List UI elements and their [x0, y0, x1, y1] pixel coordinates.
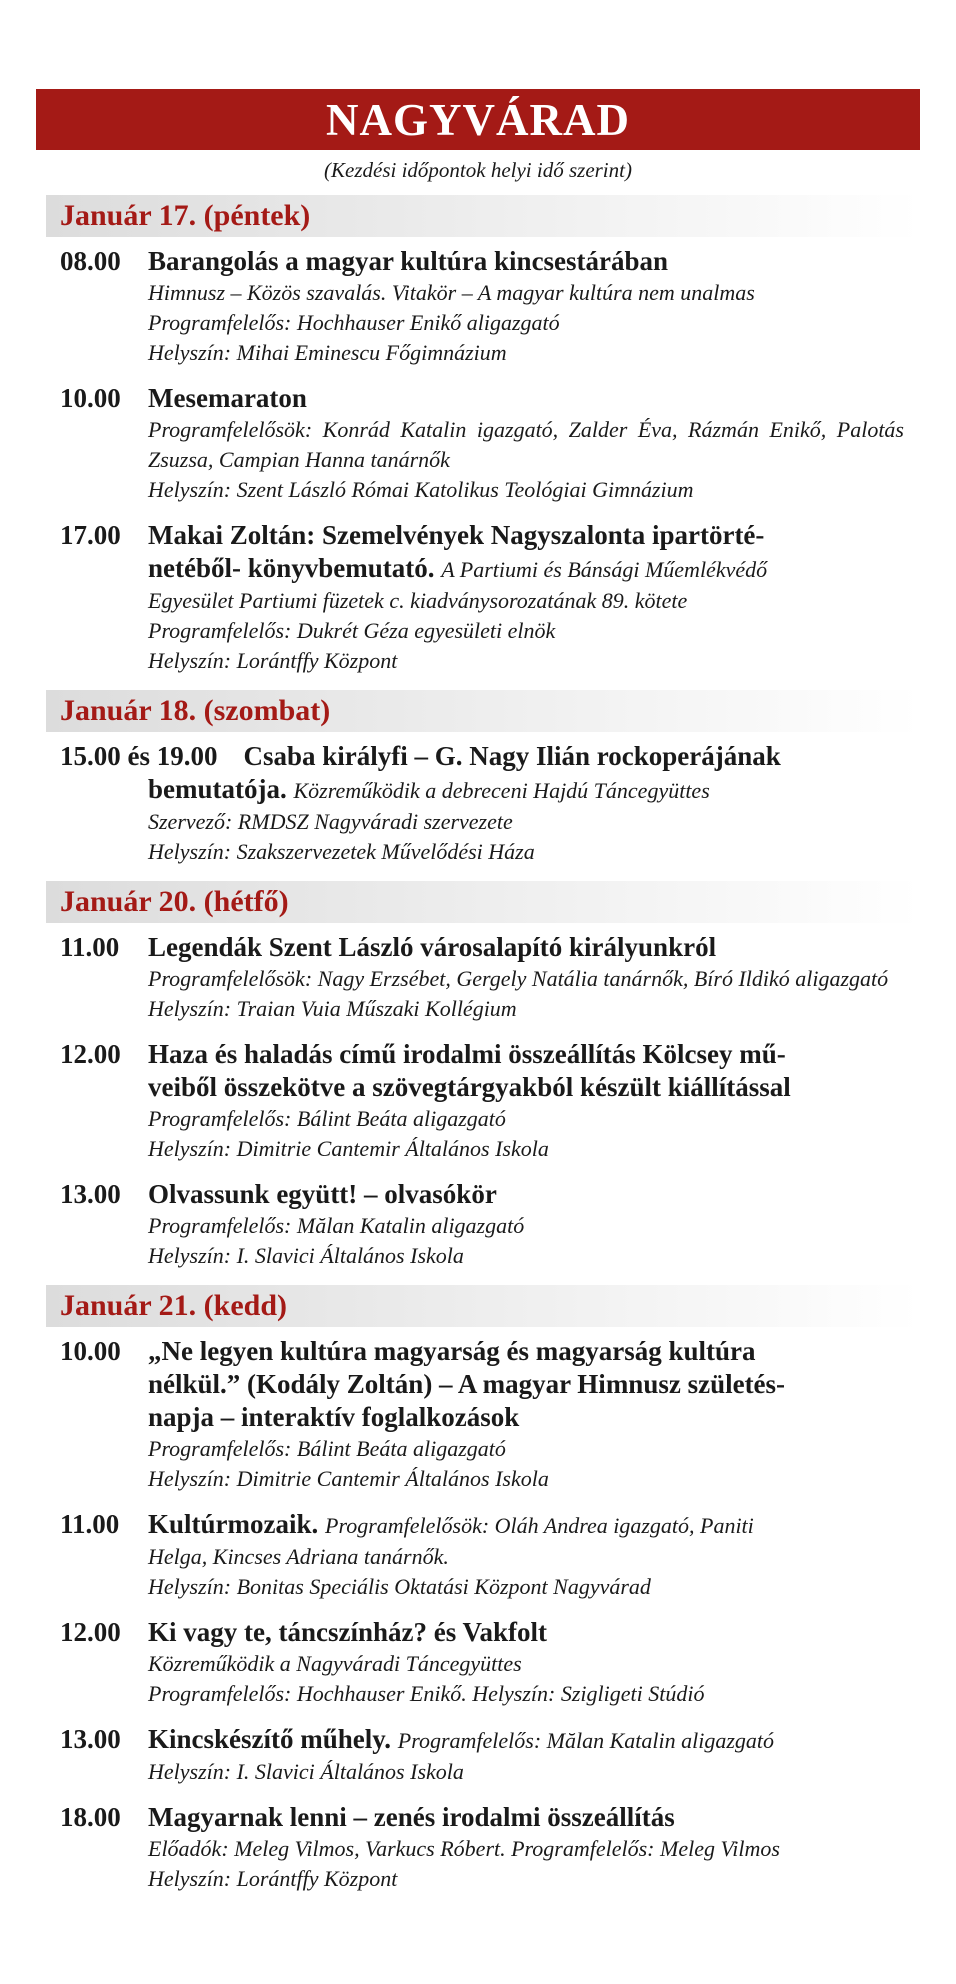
event-detail: Helyszín: Dimitrie Cantemir Általános Iskola [148, 1466, 549, 1491]
event-title-row [60, 245, 904, 278]
event-description: A Partiumi és Bánsági Műemlékvédő [441, 557, 768, 582]
event-item [60, 740, 904, 867]
event-title: Kincskészítő műhely. Programfelelős: Mălan Katalin aligazgató [148, 1724, 774, 1754]
day-heading: Január 17. (péntek) [46, 195, 920, 237]
event-title-row [60, 1038, 904, 1071]
event-title: Olvassunk együtt! – olvasókör [148, 1179, 497, 1209]
event-detail: Helyszín: I. Slavici Általános Iskola [148, 1243, 464, 1268]
event-detail: Közreműködik a Nagyváradi Táncegyüttes [148, 1651, 522, 1676]
event-title-row [60, 1616, 904, 1649]
event-time: 13.00 [60, 1179, 121, 1209]
event-title: Legendák Szent László városalapító királyunkról [148, 932, 717, 962]
event-title-continued: nélkül.” (Kodály Zoltán) – A magyar Himnusz születés- [148, 1369, 786, 1399]
event-item [60, 245, 904, 368]
event-time: 10.00 [60, 383, 121, 413]
event-detail: Programfelelős: Mălan Katalin aligazgató [148, 1213, 525, 1238]
event-detail: Helyszín: Traian Vuia Műszaki Kollégium [148, 996, 517, 1021]
event-title-row [60, 382, 904, 415]
event-title-row [60, 1335, 904, 1368]
day-heading: Január 21. (kedd) [46, 1285, 920, 1327]
event-time: 08.00 [60, 246, 121, 276]
event-time: 10.00 [60, 1336, 121, 1366]
event-item [60, 1723, 904, 1787]
event-title-continued: napja – interaktív foglalkozások [148, 1402, 520, 1432]
day-heading: Január 20. (hétfő) [46, 881, 920, 923]
event-time: 12.00 [60, 1617, 121, 1647]
day-section [0, 195, 956, 676]
event-title-row [60, 931, 904, 964]
event-item [60, 1335, 904, 1494]
page-title-bar [36, 89, 920, 150]
event-detail: Helyszín: Mihai Eminescu Főgimnázium [148, 340, 507, 365]
event-title-row [60, 519, 904, 552]
page-title: NAGYVÁRAD [326, 94, 630, 145]
event-detail: Programfelelős: Hochhauser Enikő aligazgató [148, 310, 560, 335]
day-section [0, 1285, 956, 1894]
event-time: 12.00 [60, 1039, 121, 1069]
event-detail: Programfelelősök: Nagy Erzsébet, Gergely Natália tanárnők, Bíró Ildikó aligazgató [148, 966, 889, 991]
event-title: Mesemaraton [148, 383, 307, 413]
event-description: Programfelelős: Mălan Katalin aligazgató [397, 1728, 774, 1753]
event-item [60, 1038, 904, 1164]
event-detail: Programfelelősök: Konrád Katalin igazgató, Zalder Éva, Rázmán Enikő, Palotás Zsuzsa, Campian Hanna tanárnők [148, 417, 904, 472]
event-detail: Helyszín: Szent László Római Katolikus Teológiai Gimnázium [148, 477, 694, 502]
event-title: Ki vagy te, táncszínház? és Vakfolt [148, 1617, 548, 1647]
event-item [60, 931, 904, 1024]
event-title-continued: netéből- könyvbemutató. A Partiumi és Bánsági Műemlékvédő [148, 553, 768, 583]
event-item [60, 1801, 904, 1894]
event-detail: Programfelelős: Bálint Beáta aligazgató [148, 1436, 506, 1461]
event-title-continued: bemutatója. Közreműködik a debreceni Hajdú Táncegyüttes [148, 774, 710, 804]
day-section [0, 881, 956, 1271]
event-detail: Himnusz – Közös szavalás. Vitakör – A magyar kultúra nem unalmas [148, 280, 755, 305]
event-title: Csaba királyfi – G. Nagy Ilián rockoperájának [243, 741, 781, 771]
event-detail: Helyszín: Bonitas Speciális Oktatási Központ Nagyvárad [148, 1574, 651, 1599]
event-item [60, 519, 904, 676]
event-title: Magyarnak lenni – zenés irodalmi összeállítás [148, 1802, 675, 1832]
day-heading: Január 18. (szombat) [46, 690, 920, 732]
event-description: Programfelelősök: Oláh Andrea igazgató, Paniti [325, 1513, 754, 1538]
event-time: 11.00 [60, 1509, 120, 1539]
event-item [60, 1178, 904, 1271]
event-detail: Helyszín: Szakszervezetek Művelődési Háza [148, 839, 535, 864]
event-detail: Programfelelős: Dukrét Géza egyesületi elnök [148, 618, 556, 643]
event-title-row [60, 1801, 904, 1834]
event-title: „Ne legyen kultúra magyarság és magyarság kultúra [148, 1336, 756, 1366]
schedule [0, 195, 956, 1908]
event-detail: Programfelelős: Bálint Beáta aligazgató [148, 1106, 506, 1131]
event-detail: Helga, Kincses Adriana tanárnők. [148, 1544, 449, 1569]
event-detail: Helyszín: Lorántffy Központ [148, 1866, 398, 1891]
event-title: Haza és haladás című irodalmi összeállítás Kölcsey mű- [148, 1039, 786, 1069]
event-time: 17.00 [60, 520, 121, 550]
event-detail: Programfelelős: Hochhauser Enikő. Helyszín: Szigligeti Stúdió [148, 1681, 705, 1706]
event-title-row [60, 1723, 904, 1757]
page-subtitle: (Kezdési időpontok helyi idő szerint) [324, 158, 632, 182]
event-detail: Egyesület Partiumi füzetek c. kiadványsorozatának 89. kötete [148, 588, 688, 613]
event-item [60, 382, 904, 505]
event-title: Makai Zoltán: Szemelvények Nagyszalonta ipartörté- [148, 520, 765, 550]
event-title-row [60, 1178, 904, 1211]
event-detail: Helyszín: Dimitrie Cantemir Általános Iskola [148, 1136, 549, 1161]
event-detail: Helyszín: I. Slavici Általános Iskola [148, 1759, 464, 1784]
event-time: 15.00 és 19.00 [60, 741, 218, 771]
event-item [60, 1616, 904, 1709]
event-time: 18.00 [60, 1802, 121, 1832]
event-title: Barangolás a magyar kultúra kincsestárában [148, 246, 669, 276]
event-description: Közreműködik a debreceni Hajdú Táncegyüttes [293, 778, 710, 803]
event-title-row [60, 740, 904, 773]
event-item [60, 1508, 904, 1602]
event-title-continued: veiből összekötve a szövegtárgyakból készült kiállítással [148, 1072, 791, 1102]
event-detail: Helyszín: Lorántffy Központ [148, 648, 398, 673]
day-section [0, 690, 956, 867]
event-time: 11.00 [60, 932, 120, 962]
event-time: 13.00 [60, 1724, 121, 1754]
event-title: Kultúrmozaik. Programfelelősök: Oláh Andrea igazgató, Paniti [148, 1509, 754, 1539]
event-detail: Szervező: RMDSZ Nagyváradi szervezete [148, 809, 513, 834]
event-title-row [60, 1508, 904, 1542]
event-detail: Előadók: Meleg Vilmos, Varkucs Róbert. Programfelelős: Meleg Vilmos [148, 1836, 780, 1861]
